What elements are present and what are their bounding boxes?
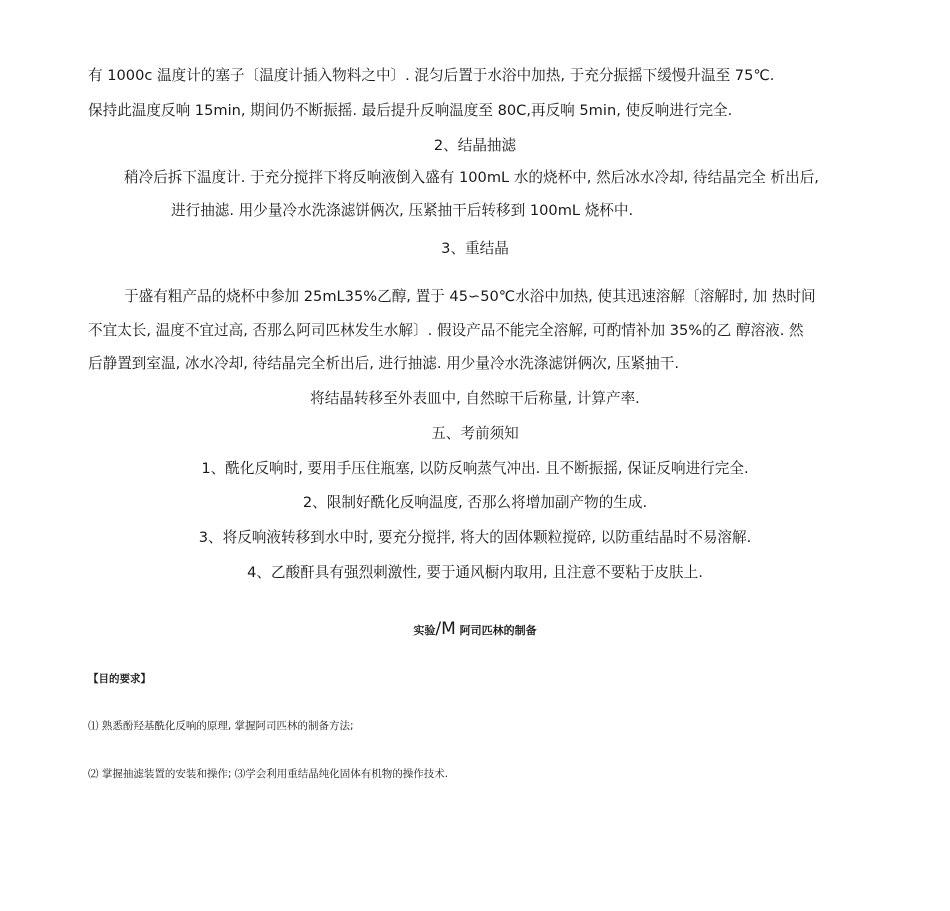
section-heading: 五、考前须知	[431, 425, 519, 442]
section-label: 【目的要求】	[88, 673, 151, 685]
section-heading: 2、结晶抽滤	[433, 137, 517, 154]
requirement-item: ⑵ 掌握抽滤装置的安装和操作; ⑶学会利用重结晶纯化固体有机物的操作技术.	[88, 768, 449, 780]
note-item: 3、将反响液转移到水中时, 要充分搅拌, 将大的固体颗粒搅碎, 以防重结晶时不易溶解.	[198, 529, 752, 546]
paragraph-line: 有 1000c 温度计的塞子〔温度计插入物料之中〕. 混匀后置于水浴中加热, 于充分振摇下缓慢升温至 75℃.	[88, 67, 775, 84]
paragraph-line: 于盛有粗产品的烧杯中参加 25mL35%乙醇, 置于 45∽50℃水浴中加热, 使其迅速溶解〔溶解时, 加 热时间	[124, 288, 816, 305]
paragraph-line: 不宜太长, 温度不宜过高, 否那么阿司匹林发生水解〕. 假设产品不能完全溶解, 可酌情补加 35%的乙 醇溶液. 然	[88, 322, 804, 339]
paragraph-line: 后静置到室温, 冰水冷却, 待结晶完全析出后, 进行抽滤. 用少量冷水洗涤滤饼俩次, 压紧抽干.	[88, 355, 680, 372]
paragraph-line: 保持此温度反响 15min, 期间仍不断振摇. 最后提升反响温度至 80C,再反响 5min, 使反响进行完全.	[88, 102, 733, 119]
requirement-item: ⑴ 熟悉酚羟基酰化反响的原理, 掌握阿司匹林的制备方法;	[88, 720, 354, 732]
section-heading: 3、重结晶	[441, 240, 509, 257]
experiment-title	[0, 619, 950, 641]
note-item: 1、酰化反响时, 要用手压住瓶塞, 以防反响蒸气冲出. 且不断振摇, 保证反响进行完全.	[201, 460, 749, 477]
title-suffix: 阿司匹林的制备	[455, 624, 537, 637]
title-mark: /M	[435, 619, 456, 639]
paragraph-line: 进行抽滤. 用少量冷水洗涤滤饼俩次, 压紧抽干后转移到 100mL 烧杯中.	[171, 202, 634, 219]
paragraph-line: 稍冷后拆下温度计. 于充分搅拌下将反响液倒入盛有 100mL 水的烧杯中, 然后冰水冷却, 待结晶完全 析出后,	[124, 169, 819, 186]
note-item: 4、乙酸酐具有强烈刺激性, 要于通风橱内取用, 且注意不要粘于皮肤上.	[247, 564, 703, 581]
title-prefix: 实验	[413, 624, 436, 637]
note-item: 2、限制好酰化反响温度, 否那么将增加副产物的生成.	[302, 494, 648, 511]
paragraph-line: 将结晶转移至外表皿中, 自然晾干后称量, 计算产率.	[310, 390, 640, 407]
